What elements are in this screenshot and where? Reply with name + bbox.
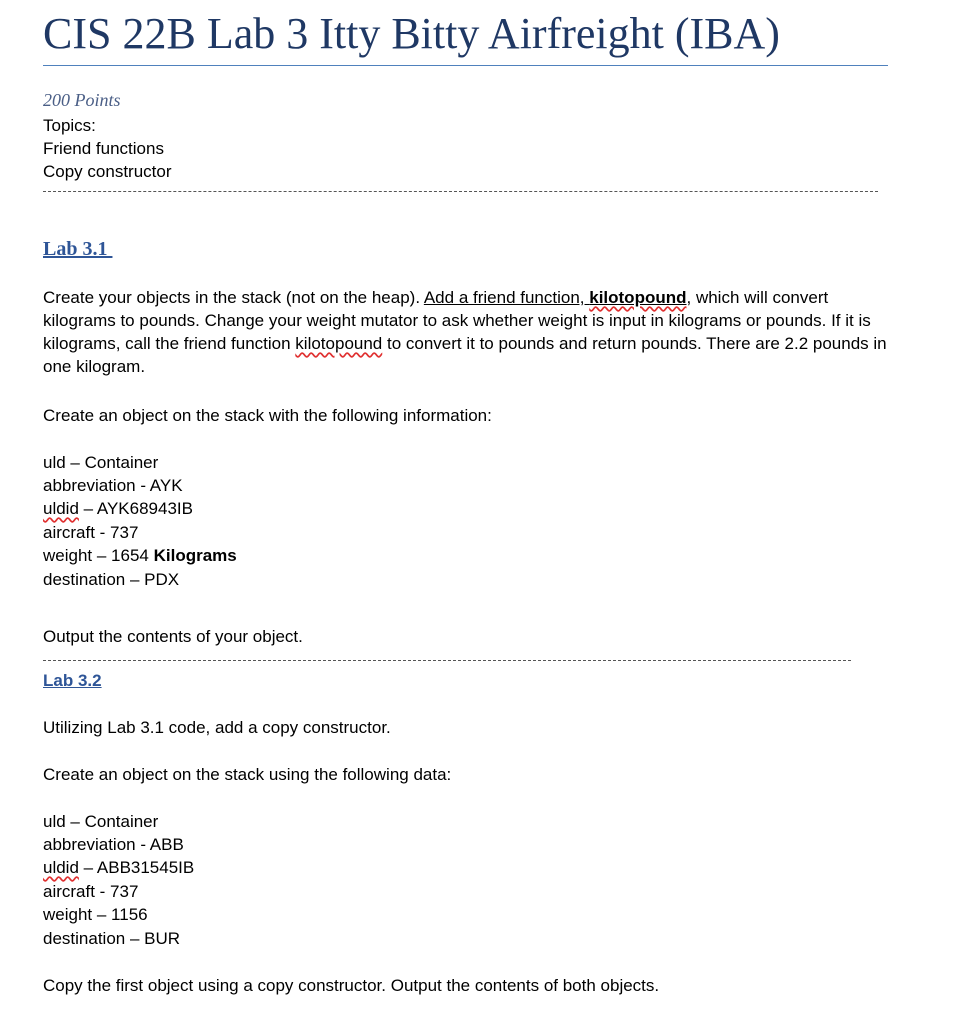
field-weight: [43, 544, 237, 567]
field-abbreviation: abbreviation - ABB: [43, 835, 184, 854]
uldid-key: uldid: [43, 499, 79, 518]
dashed-divider: [43, 191, 878, 192]
lab-3-1-output-line: Output the contents of your object.: [43, 627, 303, 646]
para-text: , which will convert kilograms to pounds. Change your weight mutator to ask whether weight is input in kilograms or pounds. If it is kilograms, call the friend function: [43, 288, 871, 353]
lab-3-1-heading: Lab 3.1: [43, 238, 113, 260]
kilotopound-word: kilotopound: [295, 334, 383, 353]
uldid-value: – ABB31545IB: [78, 858, 195, 877]
link-text: Add a friend function,: [423, 288, 590, 307]
lab-3-1-paragraph: [43, 286, 903, 378]
weight-value: weight – 1654: [43, 546, 154, 565]
field-weight: weight – 1156: [43, 905, 148, 924]
weight-unit: Kilograms: [153, 546, 237, 565]
lab-3-1-create-line: Create an object on the stack with the following information:: [43, 406, 492, 425]
field-aircraft: aircraft - 737: [43, 882, 139, 901]
friend-function-link[interactable]: [424, 288, 687, 307]
para-text: Create your objects in the stack (not on the heap).: [43, 288, 424, 307]
lab-3-2-create-line: Create an object on the stack using the following data:: [43, 765, 452, 784]
field-aircraft: aircraft - 737: [43, 523, 139, 542]
points-label: 200 Points: [43, 90, 121, 110]
field-destination: destination – PDX: [43, 570, 180, 589]
dashed-divider: [43, 660, 851, 661]
field-destination: destination – BUR: [43, 929, 181, 948]
lab-3-2-copy-line: Copy the first object using a copy constructor. Output the contents of both objects.: [43, 976, 660, 995]
field-abbreviation: abbreviation - AYK: [43, 476, 183, 495]
topics-label: Topics:: [43, 116, 96, 135]
field-uldid: [43, 497, 193, 520]
para-text: to convert it to pounds and return pounds. There are 2.2 pounds in one kilogram.: [43, 334, 887, 376]
topic-item: Friend functions: [43, 139, 164, 158]
field-uld: uld – Container: [43, 812, 159, 831]
uldid-key: uldid: [43, 858, 79, 877]
field-uld: uld – Container: [43, 453, 159, 472]
lab-3-2-util-line: Utilizing Lab 3.1 code, add a copy constructor.: [43, 718, 391, 737]
kilotopound-bold: kilotopound: [589, 288, 687, 307]
topic-item: Copy constructor: [43, 162, 172, 181]
lab-3-2-heading: Lab 3.2: [43, 671, 102, 690]
document-title: CIS 22B Lab 3 Itty Bitty Airfreight (IBA): [43, 6, 888, 66]
uldid-value: – AYK68943IB: [78, 499, 193, 518]
field-uldid: [43, 856, 194, 879]
